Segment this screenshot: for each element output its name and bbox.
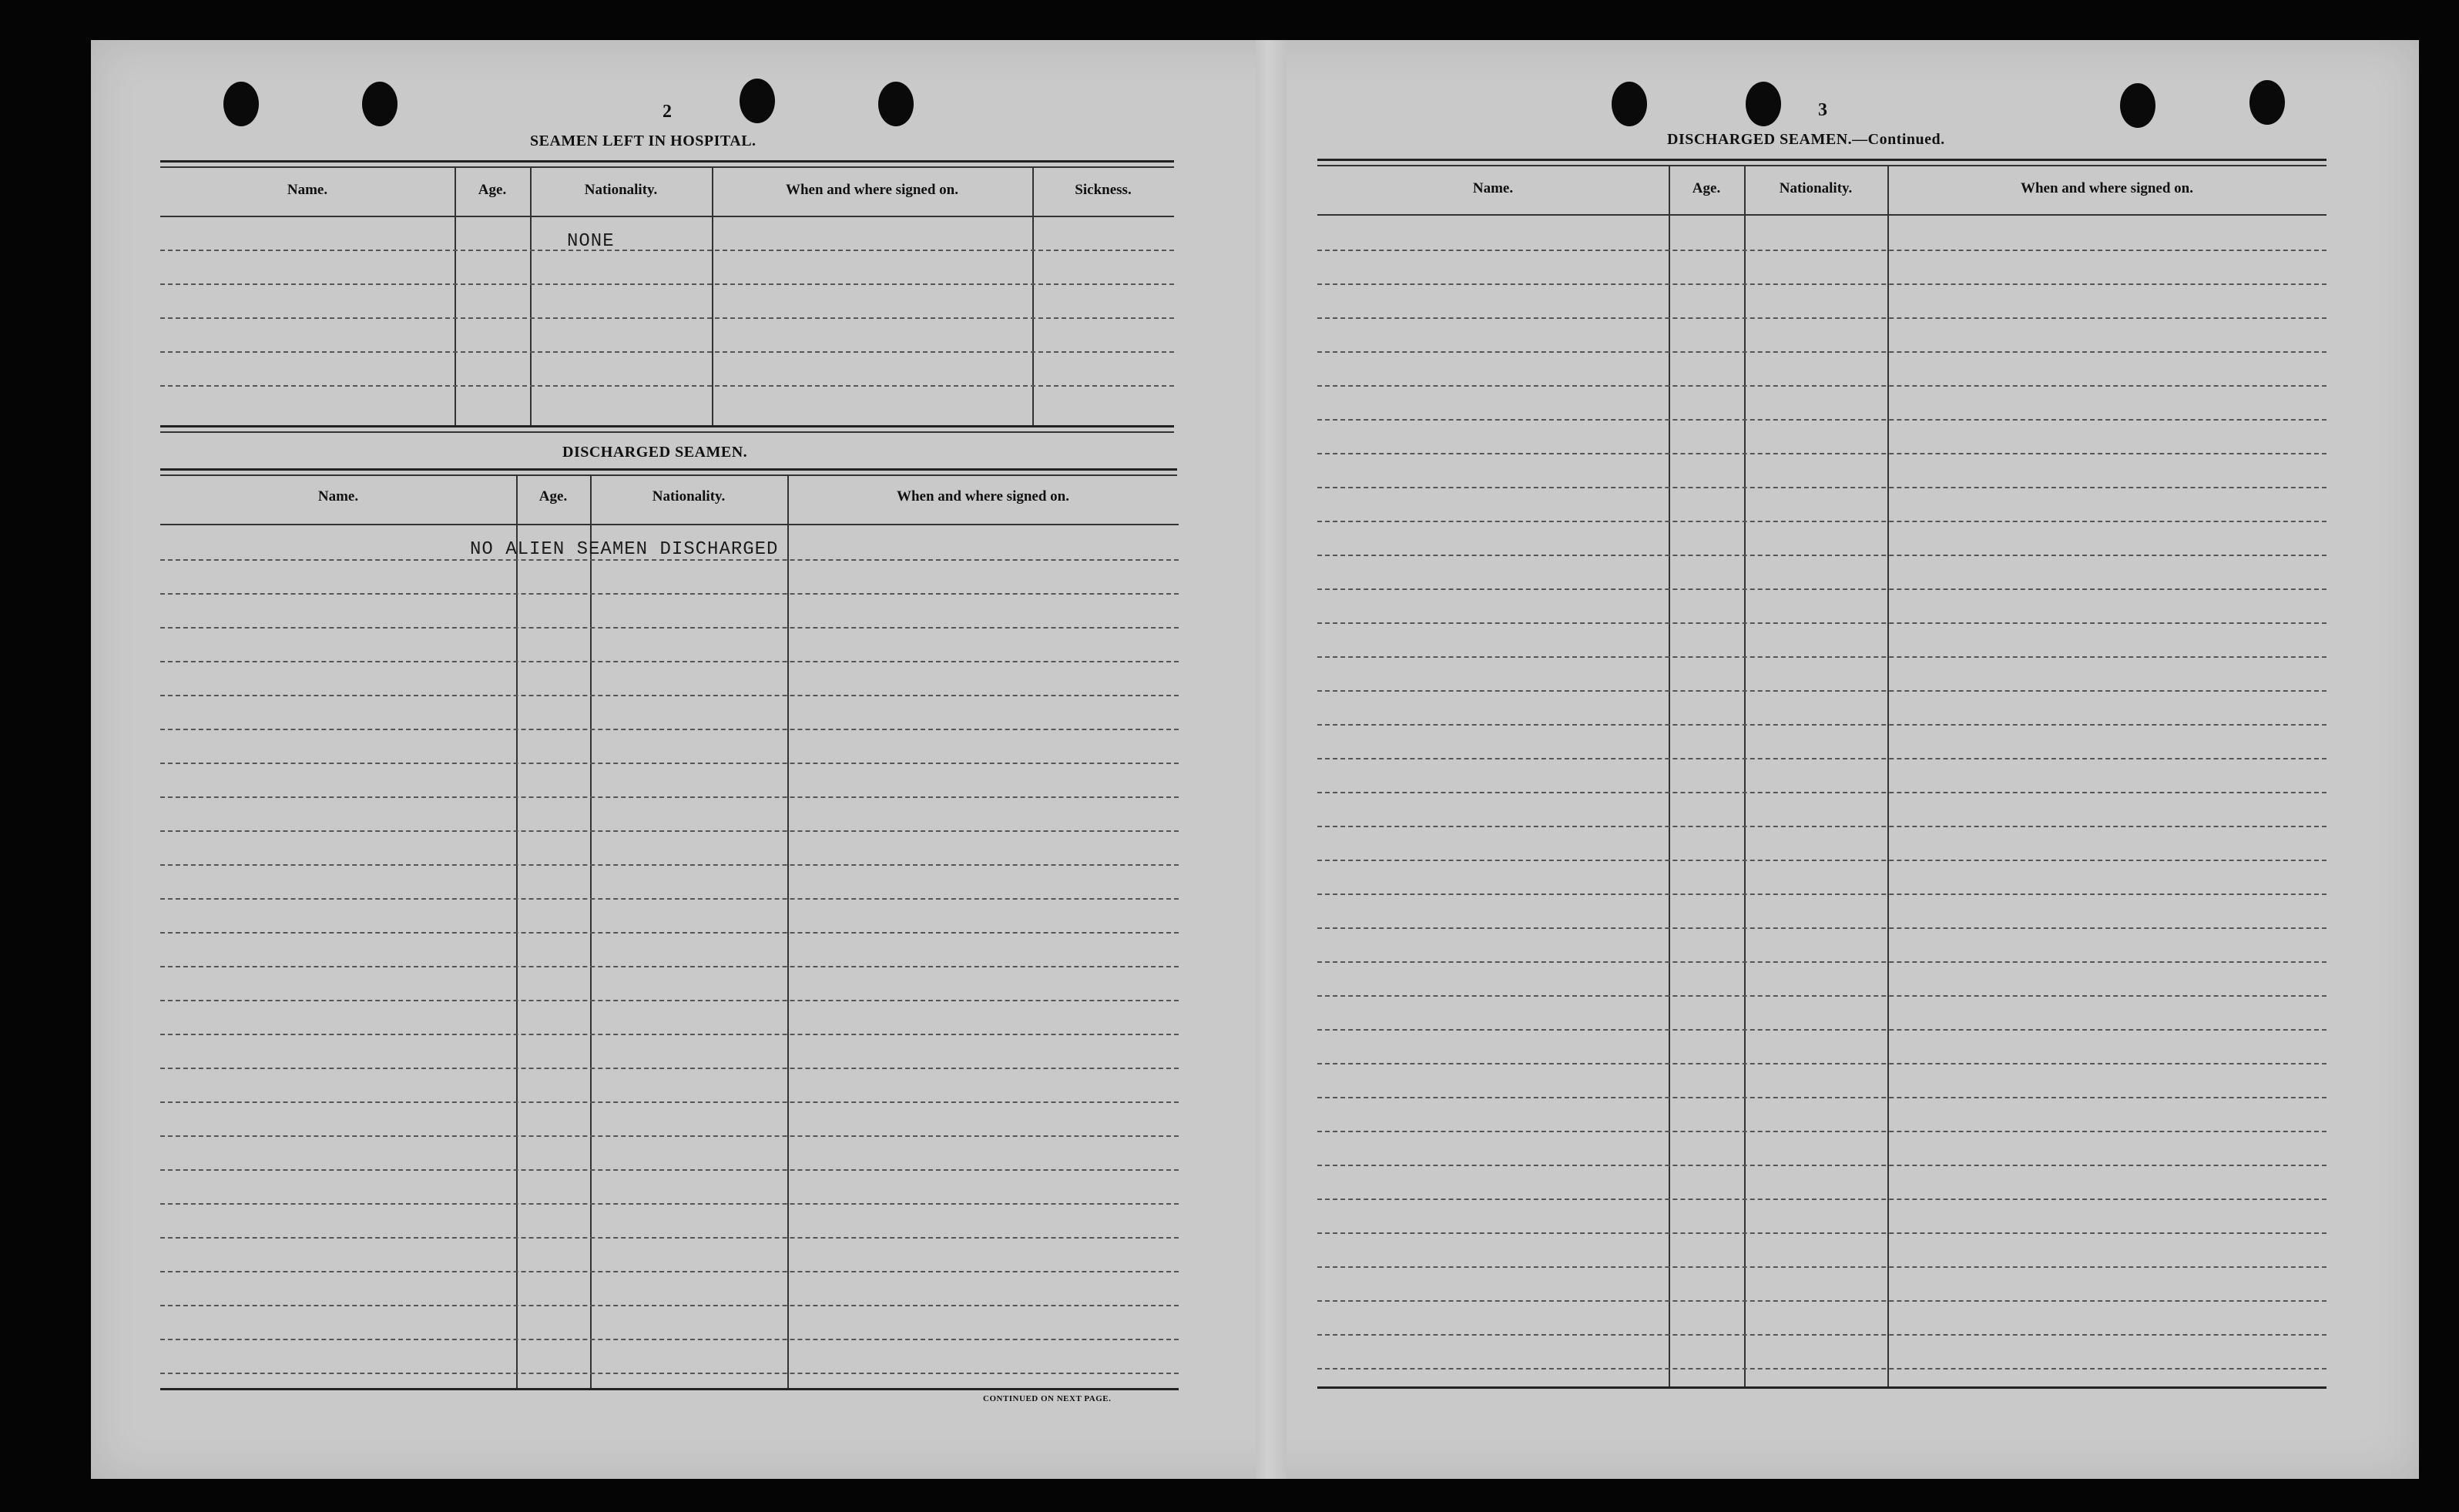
- column-header: Name.: [287, 182, 328, 198]
- section-rule: [160, 431, 1174, 433]
- entry-line: [1317, 1368, 2326, 1370]
- column-divider: [1669, 166, 1670, 1386]
- discharged-section-title: DISCHARGED SEAMEN.: [562, 444, 748, 461]
- entry-line: [160, 932, 1179, 934]
- entry-line: [160, 1000, 1179, 1001]
- entry-line: [1317, 724, 2326, 726]
- table-bottom-rule: [1317, 1386, 2326, 1389]
- entry-line: [160, 1237, 1179, 1239]
- column-divider: [1744, 166, 1746, 1386]
- column-header: Sickness.: [1075, 182, 1132, 198]
- entry-line: [1317, 1334, 2326, 1336]
- entry-line: [1317, 351, 2326, 353]
- entry-line: [160, 1203, 1179, 1205]
- entry-line: [1317, 1029, 2326, 1031]
- entry-line: [160, 898, 1179, 900]
- entry-line: [1317, 1131, 2326, 1132]
- entry-line: [1317, 588, 2326, 590]
- column-header: Name.: [317, 488, 359, 505]
- discharged-continued-title: DISCHARGED SEAMEN.—Continued.: [1667, 131, 1945, 148]
- right-page: [1285, 40, 2419, 1479]
- entry-line: [1317, 995, 2326, 997]
- column-header: Nationality.: [652, 488, 726, 505]
- entry-line: [160, 317, 1174, 319]
- entry-line: [160, 1271, 1179, 1272]
- entry-line: [1317, 250, 2326, 251]
- entry-line: [160, 1034, 1179, 1035]
- entry-line: [160, 661, 1179, 662]
- entry-line: [1317, 826, 2326, 827]
- entry-line: [160, 1135, 1179, 1137]
- table-bottom-rule: [160, 1388, 1179, 1390]
- entry-line: [160, 695, 1179, 696]
- entry-line: [1317, 961, 2326, 963]
- column-header: When and where signed on.: [2020, 180, 2194, 196]
- column-header: Nationality.: [1779, 180, 1853, 196]
- entry-line: [1317, 1199, 2326, 1200]
- column-header: When and where signed on.: [785, 182, 959, 198]
- entry-line: [160, 763, 1179, 764]
- entry-line: [1317, 860, 2326, 861]
- entry-line: [1317, 758, 2326, 759]
- document-sheet: [91, 40, 2419, 1479]
- column-header: Nationality.: [584, 182, 658, 198]
- entry-line: [160, 830, 1179, 832]
- title-rule: [1317, 165, 2326, 166]
- typed-entry-no-discharge: NO ALIEN SEAMEN DISCHARGED: [470, 539, 779, 560]
- entry-line: [1317, 1063, 2326, 1064]
- column-header: Age.: [478, 182, 507, 198]
- header-rule: [160, 524, 1179, 525]
- left-page: [91, 40, 1256, 1479]
- header-rule: [1317, 214, 2326, 216]
- column-header: Age.: [538, 488, 568, 505]
- entry-line: [1317, 792, 2326, 793]
- entry-line: [160, 250, 1174, 251]
- entry-line: [1317, 555, 2326, 556]
- entry-line: [160, 1373, 1179, 1374]
- entry-line: [1317, 1266, 2326, 1268]
- entry-line: [160, 1101, 1179, 1103]
- column-header: When and where signed on.: [896, 488, 1070, 505]
- entry-line: [1317, 521, 2326, 522]
- entry-line: [160, 593, 1179, 595]
- entry-line: [1317, 317, 2326, 319]
- entry-line: [1317, 385, 2326, 387]
- entry-line: [160, 283, 1174, 285]
- page-gutter: [1256, 40, 1287, 1479]
- entry-line: [160, 1305, 1179, 1306]
- title-rule: [160, 166, 1174, 168]
- table-bottom-rule: [160, 425, 1174, 427]
- entry-line: [160, 796, 1179, 798]
- entry-line: [1317, 1165, 2326, 1166]
- entry-line: [1317, 893, 2326, 895]
- entry-line: [1317, 283, 2326, 285]
- entry-line: [1317, 656, 2326, 658]
- entry-line: [160, 1169, 1179, 1171]
- typed-entry-none: NONE: [567, 231, 615, 252]
- entry-line: [1317, 927, 2326, 929]
- page-number: 2: [663, 102, 672, 122]
- entry-line: [1317, 1232, 2326, 1234]
- entry-line: [1317, 453, 2326, 454]
- entry-line: [160, 1068, 1179, 1069]
- column-header: Age.: [1692, 180, 1721, 196]
- column-divider: [1887, 166, 1889, 1386]
- entry-line: [160, 1339, 1179, 1340]
- entry-line: [160, 385, 1174, 387]
- entry-line: [1317, 487, 2326, 488]
- entry-line: [1317, 622, 2326, 624]
- entry-line: [1317, 1097, 2326, 1098]
- title-rule: [1317, 159, 2326, 161]
- continued-footer: CONTINUED ON NEXT PAGE.: [983, 1394, 1112, 1403]
- title-rule: [160, 468, 1177, 471]
- entry-line: [160, 351, 1174, 353]
- header-rule: [160, 216, 1174, 217]
- entry-line: [160, 966, 1179, 967]
- entry-line: [160, 627, 1179, 629]
- title-rule: [160, 160, 1174, 163]
- entry-line: [160, 864, 1179, 866]
- entry-line: [1317, 690, 2326, 692]
- entry-line: [160, 729, 1179, 730]
- entry-line: [1317, 1300, 2326, 1302]
- entry-line: [1317, 419, 2326, 421]
- page-number: 3: [1818, 100, 1827, 120]
- hospital-section-title: SEAMEN LEFT IN HOSPITAL.: [530, 132, 756, 149]
- column-header: Name.: [1472, 180, 1514, 196]
- title-rule: [160, 474, 1177, 476]
